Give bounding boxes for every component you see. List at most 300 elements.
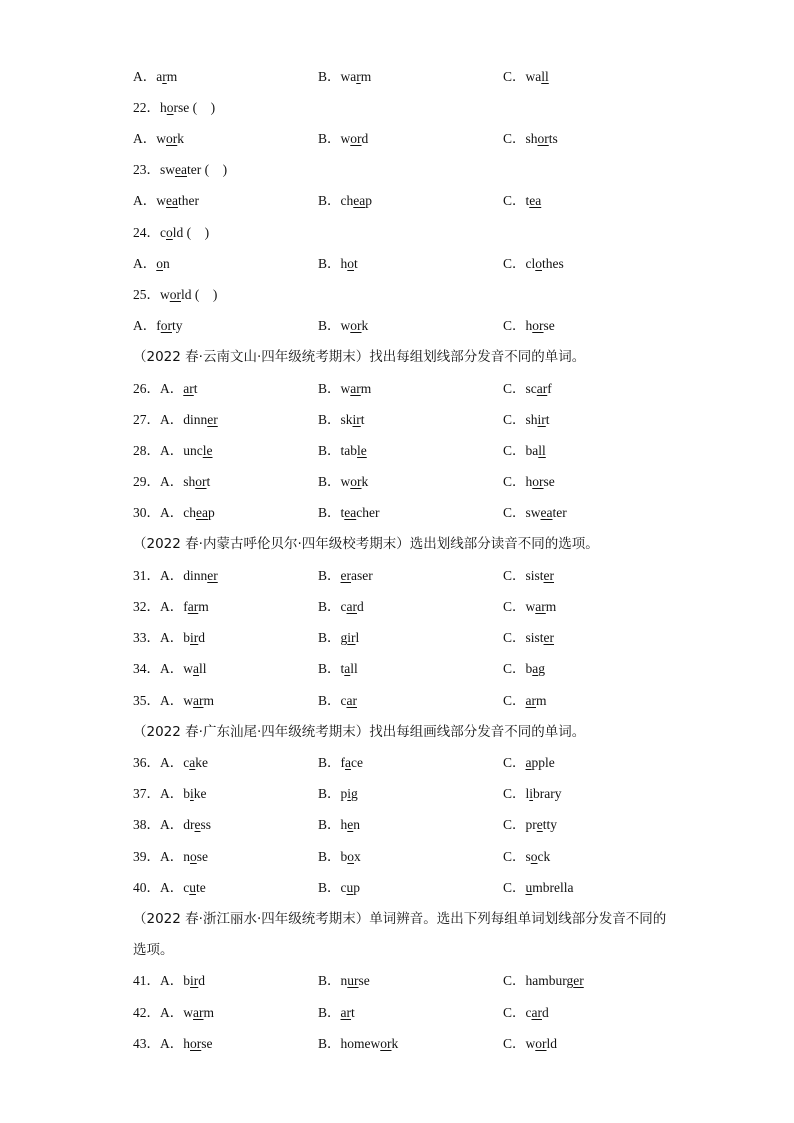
option-b[interactable]: [318, 1034, 398, 1054]
option-prefix: 34．A．w: [133, 661, 193, 676]
stem-suffix: ld ( ): [181, 287, 218, 302]
option-c[interactable]: [503, 566, 554, 586]
option-suffix: m: [545, 599, 557, 614]
option-suffix: m: [198, 599, 209, 614]
option-prefix: C．sist: [503, 630, 544, 645]
option-prefix: 33．A．b: [133, 630, 190, 645]
underlined-letters: ea: [196, 505, 208, 520]
option-suffix: ce: [351, 755, 363, 770]
option-suffix: ke: [195, 755, 208, 770]
option-suffix: ty: [172, 318, 183, 333]
option-c[interactable]: [503, 815, 557, 835]
underlined-letters: er: [573, 973, 584, 988]
option-c[interactable]: [503, 67, 549, 87]
option-a[interactable]: [133, 784, 207, 804]
underlined-letters: ar: [536, 381, 548, 396]
option-prefix: C．hamburg: [503, 973, 574, 988]
option-prefix: B．w: [318, 131, 351, 146]
underlined-letters: ea: [344, 505, 357, 520]
option-prefix: 26．A．: [133, 381, 184, 396]
option-prefix: 28．A．unc: [133, 443, 203, 458]
option-c[interactable]: [503, 691, 547, 711]
option-a[interactable]: [133, 1003, 214, 1023]
option-prefix: 41．A．b: [133, 973, 190, 988]
option-prefix: C．pr: [503, 817, 537, 832]
underlined-letters: u: [346, 880, 354, 895]
underlined-letters: or: [195, 474, 207, 489]
option-suffix: n: [353, 817, 361, 832]
underlined-letters: e: [194, 817, 201, 832]
underlined-letters: a: [532, 661, 539, 676]
underlined-letters: o: [347, 849, 355, 864]
underlined-letters: ir: [537, 412, 546, 427]
underlined-letters: er: [207, 568, 218, 583]
underlined-letters: e: [536, 817, 543, 832]
option-suffix: ld: [546, 1036, 558, 1051]
options-row: [133, 784, 673, 804]
option-prefix: B．tab: [318, 443, 357, 458]
underlined-letters: ar: [531, 1005, 542, 1020]
section-instruction: （2022 春·内蒙古呼伦贝尔·四年级校考期末）选出划线部分读音不同的选项。: [133, 536, 599, 552]
options-row: [133, 691, 673, 711]
option-b[interactable]: [318, 1003, 355, 1023]
option-a[interactable]: [133, 67, 177, 87]
stem-prefix: 25．w: [133, 287, 170, 302]
option-prefix: B．c: [318, 599, 347, 614]
underlined-letters: a: [189, 755, 196, 770]
option-suffix: brary: [533, 786, 562, 801]
underlined-letters: ea: [540, 505, 553, 520]
options-row: [133, 67, 673, 87]
option-c[interactable]: [503, 847, 550, 867]
underlined-letters: o: [166, 100, 174, 115]
option-suffix: ck: [537, 849, 551, 864]
option-a[interactable]: [133, 753, 208, 773]
option-suffix: p: [365, 193, 372, 208]
options-row: [133, 1034, 673, 1054]
options-row: [133, 441, 673, 461]
option-prefix: B．n: [318, 973, 348, 988]
option-prefix: C．sh: [503, 412, 538, 427]
option-prefix: A．f: [133, 318, 161, 333]
option-c[interactable]: [503, 441, 546, 461]
option-suffix: te: [196, 880, 206, 895]
option-prefix: C．w: [503, 599, 536, 614]
options-row: [133, 254, 673, 274]
option-prefix: B．g: [318, 630, 348, 645]
option-suffix: k: [391, 1036, 399, 1051]
option-prefix: C．wa: [503, 69, 542, 84]
option-c[interactable]: [503, 659, 545, 679]
option-b[interactable]: [318, 566, 373, 586]
option-suffix: tty: [542, 817, 558, 832]
underlined-letters: or: [190, 1036, 202, 1051]
option-b[interactable]: [318, 691, 357, 711]
option-prefix: B．sk: [318, 412, 353, 427]
underlined-letters: ea: [353, 193, 366, 208]
underlined-letters: ir: [190, 630, 199, 645]
underlined-letters: o: [156, 256, 163, 271]
stem-suffix: rse ( ): [173, 100, 216, 115]
option-prefix: B．t: [318, 661, 345, 676]
option-b[interactable]: [318, 129, 368, 149]
option-prefix: A．w: [133, 131, 166, 146]
option-b[interactable]: [318, 847, 361, 867]
option-a[interactable]: [133, 191, 199, 211]
option-suffix: ther: [177, 193, 199, 208]
options-row: [133, 847, 673, 867]
option-suffix: k: [361, 474, 369, 489]
option-prefix: B．h: [318, 817, 348, 832]
option-prefix: B．h: [318, 256, 348, 271]
option-b[interactable]: [318, 472, 368, 492]
option-a[interactable]: [133, 847, 208, 867]
option-suffix: se: [543, 474, 555, 489]
option-prefix: C．: [503, 755, 526, 770]
option-prefix: B．: [318, 568, 341, 583]
option-prefix: B．homew: [318, 1036, 381, 1051]
question-stem: [133, 223, 209, 243]
option-suffix: t: [360, 412, 365, 427]
option-prefix: C．t: [503, 193, 530, 208]
option-suffix: m: [166, 69, 178, 84]
option-c[interactable]: [503, 753, 555, 773]
option-a[interactable]: [133, 441, 213, 461]
option-c[interactable]: [503, 316, 555, 336]
options-row: [133, 1003, 673, 1023]
underlined-letters: a: [525, 755, 532, 770]
underlined-letters: ea: [166, 193, 178, 208]
option-prefix: C．h: [503, 318, 533, 333]
option-a[interactable]: [133, 659, 207, 679]
underlined-letters: o: [347, 256, 355, 271]
options-row: [133, 379, 673, 399]
option-a[interactable]: [133, 815, 211, 835]
underlined-letters: or: [532, 474, 544, 489]
options-row: [133, 316, 673, 336]
question-stem: [133, 285, 217, 305]
underlined-letters: or: [380, 1036, 392, 1051]
option-prefix: C．h: [503, 474, 533, 489]
option-suffix: t: [545, 412, 550, 427]
underlined-letters: or: [535, 1036, 547, 1051]
option-suffix: g: [351, 786, 358, 801]
option-a[interactable]: [133, 316, 183, 336]
option-suffix: d: [542, 1005, 549, 1020]
option-prefix: C．b: [503, 661, 533, 676]
option-suffix: d: [198, 630, 205, 645]
option-prefix: C．cl: [503, 256, 536, 271]
option-b[interactable]: [318, 254, 358, 274]
option-suffix: d: [357, 599, 364, 614]
option-prefix: A．w: [133, 193, 166, 208]
underlined-letters: or: [350, 131, 362, 146]
underlined-letters: ar: [193, 693, 204, 708]
options-row: [133, 129, 673, 149]
underlined-letters: ea: [175, 162, 187, 177]
option-prefix: B．: [318, 1005, 341, 1020]
option-prefix: 31．A．dinn: [133, 568, 208, 583]
option-suffix: d: [361, 131, 369, 146]
underlined-letters: e: [347, 817, 354, 832]
option-prefix: B．f: [318, 755, 345, 770]
options-row: [133, 659, 673, 679]
underlined-letters: ir: [190, 973, 199, 988]
underlined-letters: a: [193, 661, 199, 676]
underlined-letters: or: [160, 318, 172, 333]
option-a[interactable]: [133, 878, 206, 898]
option-b[interactable]: [318, 503, 379, 523]
section-instruction: （2022 春·浙江丽水·四年级统考期末）单词辨音。选出下列每组单词划线部分发音不同的选项。: [133, 911, 667, 958]
option-b[interactable]: [318, 815, 360, 835]
underlined-letters: a: [344, 661, 351, 676]
option-a[interactable]: [133, 597, 209, 617]
option-suffix: ll: [350, 661, 358, 676]
option-b[interactable]: [318, 971, 370, 991]
underlined-letters: i: [190, 786, 194, 801]
option-prefix: 40．A．c: [133, 880, 190, 895]
option-prefix: 29．A．sh: [133, 474, 196, 489]
option-b[interactable]: [318, 753, 363, 773]
options-row: [133, 753, 673, 773]
option-prefix: 43．A．h: [133, 1036, 190, 1051]
option-b[interactable]: [318, 628, 359, 648]
option-suffix: se: [358, 973, 370, 988]
underlined-letters: or: [350, 318, 362, 333]
option-c[interactable]: [503, 191, 541, 211]
option-a[interactable]: [133, 566, 218, 586]
option-a[interactable]: [133, 971, 205, 991]
section-instruction: （2022 春·广东汕尾·四年级统考期末）找出每组画线部分发音不同的单词。: [133, 724, 586, 740]
option-prefix: A．a: [133, 69, 163, 84]
underlined-letters: er: [543, 568, 555, 583]
option-prefix: C．sc: [503, 381, 537, 396]
underlined-letters: ar: [183, 381, 194, 396]
option-c[interactable]: [503, 784, 562, 804]
option-b[interactable]: [318, 410, 365, 430]
option-b[interactable]: [318, 784, 358, 804]
option-a[interactable]: [133, 129, 184, 149]
option-b[interactable]: [318, 878, 360, 898]
underlined-letters: le: [357, 443, 367, 458]
underlined-letters: ar: [346, 599, 357, 614]
option-prefix: 38．A．dr: [133, 817, 195, 832]
underlined-letters: or: [169, 287, 181, 302]
option-suffix: thes: [542, 256, 564, 271]
options-row: [133, 628, 673, 648]
option-c[interactable]: [503, 971, 584, 991]
question-stem: [133, 160, 227, 180]
option-a[interactable]: [133, 691, 214, 711]
option-prefix: B．b: [318, 849, 348, 864]
underlined-letters: ll: [541, 69, 549, 84]
option-prefix: C．l: [503, 786, 530, 801]
option-prefix: B．c: [318, 693, 347, 708]
option-suffix: m: [360, 69, 372, 84]
option-suffix: k: [177, 131, 184, 146]
option-suffix: ll: [199, 661, 207, 676]
option-suffix: cher: [356, 505, 380, 520]
option-b[interactable]: [318, 67, 371, 87]
option-prefix: C．c: [503, 1005, 532, 1020]
option-prefix: B．wa: [318, 69, 357, 84]
option-prefix: C．: [503, 880, 526, 895]
option-b[interactable]: [318, 659, 358, 679]
option-a[interactable]: [133, 503, 215, 523]
stem-prefix: 22．h: [133, 100, 167, 115]
underlined-letters: le: [202, 443, 213, 458]
underlined-letters: o: [190, 849, 197, 864]
underlined-letters: r: [162, 69, 167, 84]
underlined-letters: ar: [193, 1005, 204, 1020]
option-a[interactable]: [133, 379, 198, 399]
option-suffix: m: [203, 1005, 215, 1020]
option-prefix: 37．A．b: [133, 786, 190, 801]
option-a[interactable]: [133, 472, 210, 492]
underlined-letters: ar: [525, 693, 537, 708]
option-suffix: l: [355, 630, 360, 645]
underlined-letters: i: [529, 786, 534, 801]
option-prefix: C．ba: [503, 443, 539, 458]
options-row: [133, 410, 673, 430]
options-row: [133, 503, 673, 523]
option-prefix: C．sh: [503, 131, 538, 146]
option-suffix: ss: [200, 817, 212, 832]
underlined-letters: r: [356, 69, 361, 84]
underlined-letters: u: [189, 880, 196, 895]
underlined-letters: o: [535, 256, 542, 271]
underlined-letters: ar: [350, 381, 361, 396]
underlined-letters: or: [350, 474, 362, 489]
option-b[interactable]: [318, 441, 367, 461]
option-c[interactable]: [503, 254, 564, 274]
option-b[interactable]: [318, 597, 364, 617]
underlined-letters: er: [543, 630, 555, 645]
underlined-letters: ll: [538, 443, 546, 458]
stem-prefix: 23．sw: [133, 162, 176, 177]
underlined-letters: ir: [347, 630, 356, 645]
option-suffix: n: [163, 256, 170, 271]
option-c[interactable]: [503, 597, 556, 617]
underlined-letters: i: [347, 786, 352, 801]
stem-suffix: ld ( ): [172, 225, 210, 240]
option-prefix: 27．A．dinn: [133, 412, 208, 427]
option-c[interactable]: [503, 129, 558, 149]
option-prefix: 32．A．f: [133, 599, 188, 614]
options-row: [133, 971, 673, 991]
option-a[interactable]: [133, 1034, 213, 1054]
underlined-letters: or: [537, 131, 549, 146]
option-suffix: p: [207, 505, 215, 520]
option-prefix: B．c: [318, 880, 347, 895]
option-suffix: se: [196, 849, 208, 864]
option-a[interactable]: [133, 410, 218, 430]
options-row: [133, 815, 673, 835]
option-c[interactable]: [503, 628, 554, 648]
options-row: [133, 566, 673, 586]
option-prefix: B．p: [318, 786, 348, 801]
underlined-letters: or: [532, 318, 544, 333]
option-prefix: B．w: [318, 318, 351, 333]
question-stem: [133, 98, 215, 118]
option-suffix: f: [547, 381, 552, 396]
options-row: [133, 878, 673, 898]
option-prefix: B．w: [318, 474, 351, 489]
option-c[interactable]: [503, 503, 567, 523]
option-suffix: k: [361, 318, 369, 333]
option-suffix: t: [206, 474, 211, 489]
option-suffix: t: [351, 1005, 355, 1020]
underlined-letters: u: [525, 880, 533, 895]
stem-suffix: ter ( ): [187, 162, 228, 177]
options-row: [133, 597, 673, 617]
option-prefix: A．: [133, 256, 157, 271]
option-c[interactable]: [503, 472, 555, 492]
options-row: [133, 472, 673, 492]
option-suffix: mbrella: [532, 880, 574, 895]
option-prefix: 42．A．w: [133, 1005, 193, 1020]
option-suffix: d: [198, 973, 205, 988]
option-a[interactable]: [133, 628, 205, 648]
option-prefix: C．s: [503, 849, 531, 864]
option-prefix: C．: [503, 693, 526, 708]
option-c[interactable]: [503, 379, 552, 399]
underlined-letters: o: [530, 849, 538, 864]
option-c[interactable]: [503, 1034, 557, 1054]
underlined-letters: ar: [340, 1005, 352, 1020]
option-b[interactable]: [318, 379, 371, 399]
underlined-letters: er: [340, 568, 352, 583]
underlined-letters: o: [166, 225, 173, 240]
option-suffix: se: [543, 318, 555, 333]
option-prefix: 36．A．c: [133, 755, 190, 770]
option-suffix: t: [193, 381, 198, 396]
option-suffix: m: [203, 693, 215, 708]
underlined-letters: or: [166, 131, 178, 146]
option-suffix: m: [360, 381, 372, 396]
option-prefix: 30．A．ch: [133, 505, 196, 520]
option-suffix: pple: [531, 755, 555, 770]
option-a[interactable]: [133, 254, 170, 274]
option-prefix: B．t: [318, 505, 345, 520]
underlined-letters: ar: [346, 693, 357, 708]
option-b[interactable]: [318, 191, 372, 211]
underlined-letters: er: [207, 412, 218, 427]
option-prefix: 35．A．w: [133, 693, 193, 708]
option-prefix: B．w: [318, 381, 351, 396]
underlined-letters: a: [345, 755, 351, 770]
option-suffix: aser: [351, 568, 373, 583]
option-c[interactable]: [503, 878, 574, 898]
option-suffix: ter: [552, 505, 567, 520]
option-suffix: se: [201, 1036, 213, 1051]
underlined-letters: ar: [187, 599, 199, 614]
option-prefix: C．sist: [503, 568, 544, 583]
stem-prefix: 24．c: [133, 225, 166, 240]
option-prefix: B．ch: [318, 193, 354, 208]
option-suffix: ts: [548, 131, 558, 146]
option-prefix: C．sw: [503, 505, 541, 520]
option-suffix: t: [354, 256, 358, 271]
underlined-letters: ar: [535, 599, 546, 614]
option-c[interactable]: [503, 1003, 549, 1023]
option-b[interactable]: [318, 316, 368, 336]
option-suffix: m: [536, 693, 547, 708]
option-prefix: C．w: [503, 1036, 536, 1051]
option-suffix: p: [353, 880, 360, 895]
option-suffix: g: [538, 661, 546, 676]
option-c[interactable]: [503, 410, 550, 430]
